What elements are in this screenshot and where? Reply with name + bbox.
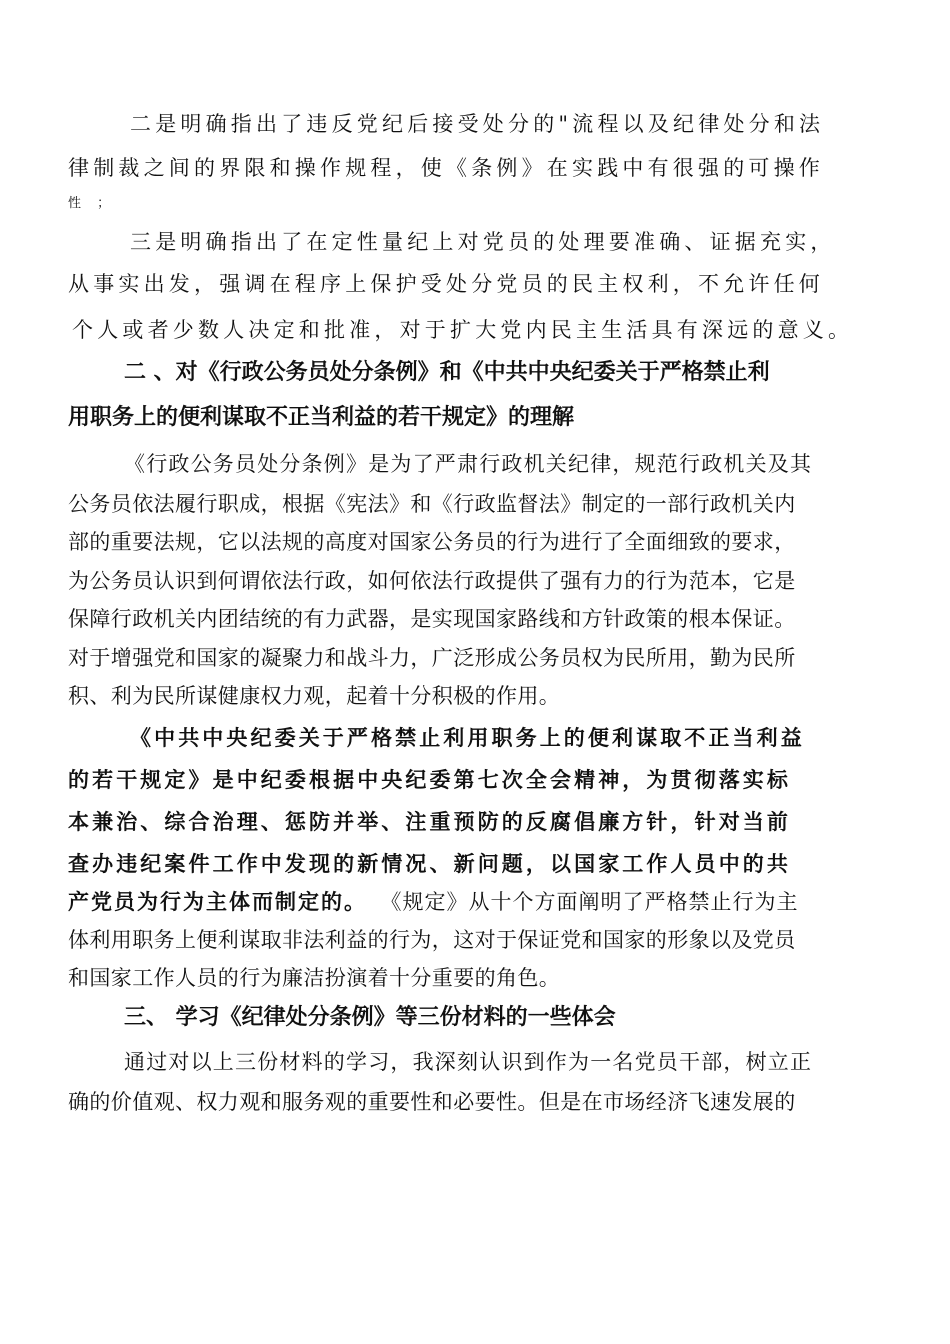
point-two-line-3: 性 ； (68, 196, 117, 211)
point-three-line-1: 三是明确指出了在定性量纪上对党员的处理要准确、证据充实， (130, 230, 836, 254)
admin-line-5: 保障行政机关内团结统的有力武器，是实现国家路线和方针政策的根本保证。 (68, 607, 796, 631)
section-two-heading-line-2: 用职务上的便利谋取不正当利益的若干规定》的理解 (68, 405, 575, 430)
regulation-mixed-line (68, 886, 799, 916)
admin-line-6: 对于增强党和国家的凝聚力和战斗力，广泛形成公务员权为民所用，勤为民所 (68, 646, 796, 670)
regulation-bold-line-4: 查办违纪案件工作中发现的新情况、新问题，以国家工作人员中的共 (68, 851, 791, 876)
experience-line-1: 通过对以上三份材料的学习，我深刻认识到作为一名党员干部，树立正 (124, 1050, 813, 1074)
point-three-line-2: 从事实出发，强调在程序上保护受处分党员的民主权利，不允许任何 (68, 272, 824, 296)
admin-line-7: 积、利为民所谋健康权力观，起着十分积极的作用。 (68, 684, 561, 708)
admin-line-2: 公务员依法履行职成，根据《宪法》和《行政监督法》制定的一部行政机关内 (68, 492, 796, 516)
regulation-bold-line-3: 本兼治、综合治理、惩防并举、注重预防的反腐倡廉方针，针对当前 (68, 809, 791, 834)
regulation-mixed-bold-part: 产党员为行为主体而制定的。 (68, 889, 367, 914)
regulation-mixed-normal-part: 《规定》从十个方面阐明了严格禁止行为主 (391, 890, 799, 914)
point-two-line-1: 二是明确指出了违反党纪后接受处分的"流程以及纪律处分和法 (130, 112, 825, 136)
experience-line-2: 确的价值观、权力观和服务观的重要性和必要性。但是在市场经济飞速发展的 (68, 1090, 796, 1114)
section-three-heading: 三、 学习《纪律处分条例》等三份材料的一些体会 (124, 1005, 616, 1030)
point-three-line-3: 个人或者少数人决定和批准，对于扩大党内民主生活具有深远的意义。 (72, 318, 854, 342)
admin-line-3: 部的重要法规，它以法规的高度对国家公务员的行为进行了全面细致的要求， (68, 530, 796, 554)
regulation-bold-line-2: 的若干规定》是中纪委根据中央纪委第七次全会精神，为贯彻落实标 (68, 767, 791, 792)
section-two-heading-line-1: 二 、对《行政公务员处分条例》和《中共中央纪委关于严格禁止利 (124, 360, 770, 385)
point-two-line-2: 律制裁之间的界限和操作规程，使《条例》在实践中有很强的可操作 (68, 156, 824, 180)
regulation-normal-line-1: 体利用职务上便利谋取非法利益的行为，这对于保证党和国家的形象以及党员 (68, 928, 796, 952)
admin-line-1: 《行政公务员处分条例》是为了严肃行政机关纪律，规范行政机关及其 (124, 452, 813, 476)
regulation-bold-line-1: 《中共中央纪委关于严格禁止利用职务上的便利谋取不正当利益 (130, 725, 805, 750)
regulation-normal-line-2: 和国家工作人员的行为廉洁扮演着十分重要的角色。 (68, 966, 561, 990)
admin-line-4: 为公务员认识到何谓依法行政，如何依法行政提供了强有力的行为范本，它是 (68, 569, 796, 593)
